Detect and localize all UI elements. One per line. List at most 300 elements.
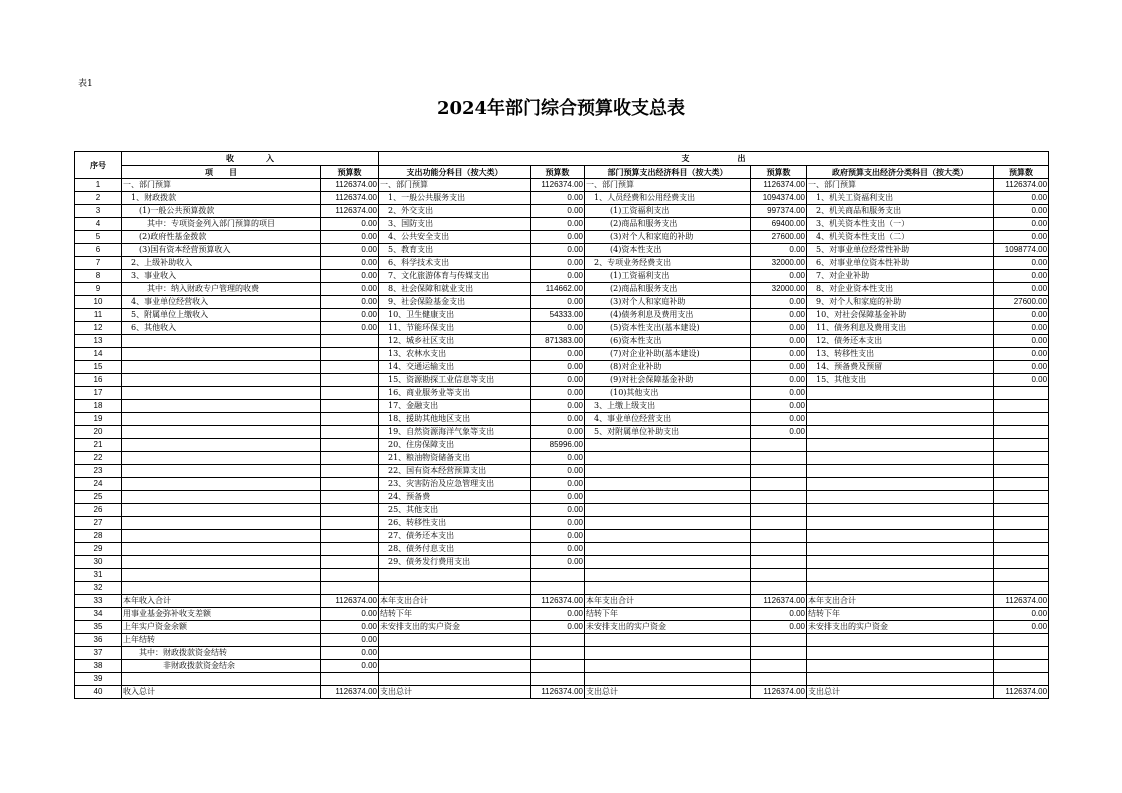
func-class-item: 11、节能环保支出 xyxy=(379,322,531,335)
dept-econ-amount: 27600.00 xyxy=(751,231,807,244)
income-amount xyxy=(321,543,379,556)
table-row xyxy=(75,283,1049,296)
dept-econ-amount xyxy=(751,530,807,543)
table-row xyxy=(75,426,1049,439)
func-class-item: 2、外交支出 xyxy=(379,205,531,218)
gov-econ-item xyxy=(807,569,994,582)
table-row xyxy=(75,387,1049,400)
func-class-item xyxy=(379,582,531,595)
income-amount: 0.00 xyxy=(321,647,379,660)
row-seq: 13 xyxy=(75,335,122,348)
income-item: 1、财政拨款 xyxy=(122,192,321,205)
row-seq: 9 xyxy=(75,283,122,296)
dept-econ-amount xyxy=(751,660,807,673)
row-seq: 38 xyxy=(75,660,122,673)
dept-econ-amount xyxy=(751,673,807,686)
income-amount: 1126374.00 xyxy=(321,179,379,192)
row-seq: 4 xyxy=(75,218,122,231)
gov-econ-amount: 0.00 xyxy=(994,270,1049,283)
dept-econ-item xyxy=(585,582,751,595)
dept-econ-amount: 1126374.00 xyxy=(751,179,807,192)
row-seq: 6 xyxy=(75,244,122,257)
gov-econ-item: 13、转移性支出 xyxy=(807,348,994,361)
income-item xyxy=(122,530,321,543)
income-amount xyxy=(321,374,379,387)
row-seq: 15 xyxy=(75,361,122,374)
dept-econ-amount: 0.00 xyxy=(751,296,807,309)
table-row xyxy=(75,309,1049,322)
dept-econ-amount: 0.00 xyxy=(751,608,807,621)
income-amount: 1126374.00 xyxy=(321,192,379,205)
func-class-amount: 0.00 xyxy=(531,205,585,218)
table-row xyxy=(75,348,1049,361)
income-amount: 0.00 xyxy=(321,218,379,231)
dept-econ-amount: 0.00 xyxy=(751,621,807,634)
dept-econ-item xyxy=(585,634,751,647)
gov-econ-item: 11、债务利息及费用支出 xyxy=(807,322,994,335)
func-class-amount: 871383.00 xyxy=(531,335,585,348)
dept-econ-item xyxy=(585,439,751,452)
dept-econ-item xyxy=(585,647,751,660)
table-row xyxy=(75,361,1049,374)
gov-econ-item xyxy=(807,426,994,439)
table-row xyxy=(75,244,1049,257)
func-class-amount xyxy=(531,647,585,660)
func-class-item: 10、卫生健康支出 xyxy=(379,309,531,322)
gov-econ-item: 7、对企业补助 xyxy=(807,270,994,283)
gov-econ-item: 9、对个人和家庭的补助 xyxy=(807,296,994,309)
dept-econ-amount: 0.00 xyxy=(751,387,807,400)
income-amount-header: 预算数 xyxy=(321,166,379,179)
income-item xyxy=(122,400,321,413)
dept-econ-item xyxy=(585,491,751,504)
dept-econ-amount xyxy=(751,439,807,452)
gov-econ-amount: 0.00 xyxy=(994,374,1049,387)
table-row xyxy=(75,452,1049,465)
dept-econ-item xyxy=(585,569,751,582)
table-row xyxy=(75,647,1049,660)
income-item: (2)政府性基金拨款 xyxy=(122,231,321,244)
func-class-item: 4、公共安全支出 xyxy=(379,231,531,244)
gov-econ-item: 8、对企业资本性支出 xyxy=(807,283,994,296)
row-seq: 34 xyxy=(75,608,122,621)
income-item xyxy=(122,582,321,595)
row-seq: 19 xyxy=(75,413,122,426)
income-amount xyxy=(321,556,379,569)
dept-econ-item: 支出总计 xyxy=(585,686,751,699)
table-row xyxy=(75,413,1049,426)
gov-econ-amount xyxy=(994,452,1049,465)
func-class-amount: 0.00 xyxy=(531,348,585,361)
gov-econ-item: 6、对事业单位资本性补助 xyxy=(807,257,994,270)
dept-econ-amount xyxy=(751,582,807,595)
dept-econ-item xyxy=(585,660,751,673)
func-class-item: 29、债务发行费用支出 xyxy=(379,556,531,569)
income-item: 6、其他收入 xyxy=(122,322,321,335)
table-row xyxy=(75,270,1049,283)
func-class-amount: 114662.00 xyxy=(531,283,585,296)
income-item xyxy=(122,335,321,348)
table-row xyxy=(75,218,1049,231)
dept-econ-amount: 0.00 xyxy=(751,348,807,361)
func-class-item: 未安排支出的实户资金 xyxy=(379,621,531,634)
gov-econ-amount xyxy=(994,504,1049,517)
income-amount: 1126374.00 xyxy=(321,595,379,608)
row-seq: 33 xyxy=(75,595,122,608)
income-item xyxy=(122,543,321,556)
gov-econ-amount: 0.00 xyxy=(994,621,1049,634)
income-item xyxy=(122,517,321,530)
func-class-item xyxy=(379,660,531,673)
func-class-item: 3、国防支出 xyxy=(379,218,531,231)
gov-econ-item: 15、其他支出 xyxy=(807,374,994,387)
table-row xyxy=(75,673,1049,686)
func-class-amount: 85996.00 xyxy=(531,439,585,452)
dept-econ-item xyxy=(585,465,751,478)
income-amount: 0.00 xyxy=(321,244,379,257)
dept-econ-item xyxy=(585,478,751,491)
income-item xyxy=(122,569,321,582)
dept-econ-amount xyxy=(751,569,807,582)
gov-econ-item: 未安排支出的实户资金 xyxy=(807,621,994,634)
row-seq: 25 xyxy=(75,491,122,504)
func-class-item: 1、一般公共服务支出 xyxy=(379,192,531,205)
func-class-amount: 0.00 xyxy=(531,517,585,530)
func-class-item: 23、灾害防治及应急管理支出 xyxy=(379,478,531,491)
table-row xyxy=(75,608,1049,621)
gov-econ-amount: 0.00 xyxy=(994,192,1049,205)
func-amount-header: 预算数 xyxy=(531,166,585,179)
row-seq: 24 xyxy=(75,478,122,491)
gov-econ-amount xyxy=(994,491,1049,504)
row-seq: 35 xyxy=(75,621,122,634)
gov-econ-item xyxy=(807,556,994,569)
income-amount xyxy=(321,478,379,491)
income-amount xyxy=(321,465,379,478)
gov-econ-item xyxy=(807,660,994,673)
row-seq: 37 xyxy=(75,647,122,660)
gov-econ-item: 支出总计 xyxy=(807,686,994,699)
table-row xyxy=(75,179,1049,192)
income-amount xyxy=(321,426,379,439)
func-class-item: 16、商业服务业等支出 xyxy=(379,387,531,400)
func-class-amount: 0.00 xyxy=(531,504,585,517)
func-class-amount: 0.00 xyxy=(531,374,585,387)
gov-econ-amount: 0.00 xyxy=(994,218,1049,231)
func-class-amount: 1126374.00 xyxy=(531,179,585,192)
dept-econ-item: (8)对企业补助 xyxy=(585,361,751,374)
gov-econ-amount xyxy=(994,387,1049,400)
row-seq: 8 xyxy=(75,270,122,283)
dept-econ-amount: 0.00 xyxy=(751,309,807,322)
dept-econ-item: (9)对社会保障基金补助 xyxy=(585,374,751,387)
dept-econ-amount xyxy=(751,543,807,556)
table-row xyxy=(75,465,1049,478)
gov-econ-item xyxy=(807,478,994,491)
gov-econ-item xyxy=(807,543,994,556)
dept-amount-header: 预算数 xyxy=(751,166,807,179)
row-seq: 14 xyxy=(75,348,122,361)
seq-header: 序号 xyxy=(75,152,122,179)
dept-econ-amount xyxy=(751,452,807,465)
gov-econ-amount xyxy=(994,517,1049,530)
func-class-amount: 0.00 xyxy=(531,621,585,634)
gov-econ-amount xyxy=(994,439,1049,452)
dept-econ-item: (2)商品和服务支出 xyxy=(585,218,751,231)
page-title: 2024年部门综合预算收支总表 xyxy=(436,98,686,119)
income-item: 其中：专项资金列入部门预算的项目 xyxy=(122,218,321,231)
gov-econ-amount: 1126374.00 xyxy=(994,686,1049,699)
dept-econ-item: (2)商品和服务支出 xyxy=(585,283,751,296)
dept-econ-amount: 32000.00 xyxy=(751,257,807,270)
gov-econ-item: 本年支出合计 xyxy=(807,595,994,608)
income-item: (3)国有资本经营预算收入 xyxy=(122,244,321,257)
income-item xyxy=(122,452,321,465)
row-seq: 7 xyxy=(75,257,122,270)
table-row xyxy=(75,556,1049,569)
income-item xyxy=(122,673,321,686)
dept-econ-item: (1)工资福利支出 xyxy=(585,205,751,218)
dept-econ-item: (3)对个人和家庭补助 xyxy=(585,296,751,309)
dept-econ-item: (4)债务利息及费用支出 xyxy=(585,309,751,322)
income-item: 非财政拨款资金结余 xyxy=(122,660,321,673)
func-class-amount xyxy=(531,582,585,595)
gov-econ-item: 1、机关工资福利支出 xyxy=(807,192,994,205)
func-class-item: 5、教育支出 xyxy=(379,244,531,257)
gov-econ-amount xyxy=(994,400,1049,413)
income-amount xyxy=(321,569,379,582)
income-amount: 0.00 xyxy=(321,257,379,270)
income-header: 收 入 xyxy=(122,152,379,166)
row-seq: 3 xyxy=(75,205,122,218)
func-class-item: 14、交通运输支出 xyxy=(379,361,531,374)
gov-econ-item: 12、债务还本支出 xyxy=(807,335,994,348)
income-item xyxy=(122,465,321,478)
gov-econ-amount xyxy=(994,673,1049,686)
func-class-amount xyxy=(531,660,585,673)
dept-econ-amount: 0.00 xyxy=(751,335,807,348)
row-seq: 27 xyxy=(75,517,122,530)
func-class-amount: 1126374.00 xyxy=(531,686,585,699)
row-seq: 11 xyxy=(75,309,122,322)
row-seq: 2 xyxy=(75,192,122,205)
table-row xyxy=(75,205,1049,218)
func-class-amount: 0.00 xyxy=(531,543,585,556)
dept-econ-amount: 0.00 xyxy=(751,374,807,387)
income-item: 5、附属单位上缴收入 xyxy=(122,309,321,322)
func-class-amount: 0.00 xyxy=(531,192,585,205)
dept-econ-header: 部门预算支出经济科目（按大类） xyxy=(585,166,751,179)
income-amount: 0.00 xyxy=(321,231,379,244)
expense-header: 支 出 xyxy=(379,152,1049,166)
gov-econ-item: 结转下年 xyxy=(807,608,994,621)
income-amount: 1126374.00 xyxy=(321,205,379,218)
table-body xyxy=(75,179,1049,699)
func-class-amount: 0.00 xyxy=(531,361,585,374)
dept-econ-amount: 0.00 xyxy=(751,426,807,439)
gov-econ-amount: 1126374.00 xyxy=(994,179,1049,192)
gov-econ-amount xyxy=(994,478,1049,491)
func-class-amount: 0.00 xyxy=(531,426,585,439)
func-class-item: 25、其他支出 xyxy=(379,504,531,517)
dept-econ-item: 2、专项业务经费支出 xyxy=(585,257,751,270)
dept-econ-amount: 0.00 xyxy=(751,322,807,335)
dept-econ-amount: 1126374.00 xyxy=(751,686,807,699)
func-class-item: 7、文化旅游体育与传媒支出 xyxy=(379,270,531,283)
row-seq: 18 xyxy=(75,400,122,413)
func-class-item: 支出总计 xyxy=(379,686,531,699)
dept-econ-item: (6)资本性支出 xyxy=(585,335,751,348)
income-amount xyxy=(321,335,379,348)
table-row xyxy=(75,192,1049,205)
row-seq: 31 xyxy=(75,569,122,582)
gov-econ-amount: 0.00 xyxy=(994,361,1049,374)
gov-econ-amount: 1126374.00 xyxy=(994,595,1049,608)
func-class-amount: 0.00 xyxy=(531,270,585,283)
dept-econ-item: (7)对企业补助(基本建设) xyxy=(585,348,751,361)
func-class-header: 支出功能分科目（按大类） xyxy=(379,166,531,179)
income-item xyxy=(122,374,321,387)
table-row xyxy=(75,374,1049,387)
table-row xyxy=(75,296,1049,309)
income-amount: 1126374.00 xyxy=(321,686,379,699)
dept-econ-item: 本年支出合计 xyxy=(585,595,751,608)
dept-econ-item xyxy=(585,530,751,543)
gov-econ-amount: 0.00 xyxy=(994,283,1049,296)
income-amount xyxy=(321,582,379,595)
gov-econ-amount xyxy=(994,426,1049,439)
row-seq: 17 xyxy=(75,387,122,400)
table-row xyxy=(75,530,1049,543)
func-class-amount: 0.00 xyxy=(531,257,585,270)
gov-econ-item xyxy=(807,387,994,400)
gov-econ-amount xyxy=(994,634,1049,647)
row-seq: 29 xyxy=(75,543,122,556)
income-item: 其中：纳入财政专户管理的收费 xyxy=(122,283,321,296)
table-row xyxy=(75,439,1049,452)
income-item xyxy=(122,387,321,400)
gov-econ-header: 政府预算支出经济分类科目（按大类） xyxy=(807,166,994,179)
row-seq: 40 xyxy=(75,686,122,699)
func-class-item: 18、援助其他地区支出 xyxy=(379,413,531,426)
gov-econ-amount xyxy=(994,465,1049,478)
func-class-item: 24、预备费 xyxy=(379,491,531,504)
func-class-amount xyxy=(531,634,585,647)
gov-econ-item: 一、部门预算 xyxy=(807,179,994,192)
gov-econ-item xyxy=(807,400,994,413)
dept-econ-item: (5)资本性支出(基本建设) xyxy=(585,322,751,335)
row-seq: 12 xyxy=(75,322,122,335)
gov-econ-amount: 0.00 xyxy=(994,348,1049,361)
gov-econ-item: 3、机关资本性支出（一） xyxy=(807,218,994,231)
dept-econ-amount xyxy=(751,647,807,660)
dept-econ-amount: 1126374.00 xyxy=(751,595,807,608)
func-class-item: 一、部门预算 xyxy=(379,179,531,192)
dept-econ-amount: 32000.00 xyxy=(751,283,807,296)
gov-econ-item xyxy=(807,504,994,517)
func-class-item: 13、农林水支出 xyxy=(379,348,531,361)
row-seq: 5 xyxy=(75,231,122,244)
income-item-header: 项 目 xyxy=(122,166,321,179)
income-item: (1)一般公共预算拨款 xyxy=(122,205,321,218)
table-row xyxy=(75,660,1049,673)
dept-econ-item: 4、事业单位经营支出 xyxy=(585,413,751,426)
income-amount xyxy=(321,439,379,452)
func-class-item: 9、社会保险基金支出 xyxy=(379,296,531,309)
gov-econ-item xyxy=(807,439,994,452)
func-class-amount: 0.00 xyxy=(531,530,585,543)
dept-econ-amount xyxy=(751,465,807,478)
dept-econ-amount: 0.00 xyxy=(751,270,807,283)
income-amount: 0.00 xyxy=(321,322,379,335)
gov-econ-amount xyxy=(994,660,1049,673)
func-class-amount: 0.00 xyxy=(531,296,585,309)
dept-econ-item: 5、对附属单位补助支出 xyxy=(585,426,751,439)
table-row xyxy=(75,504,1049,517)
row-seq: 20 xyxy=(75,426,122,439)
func-class-item: 28、债务付息支出 xyxy=(379,543,531,556)
dept-econ-amount: 1094374.00 xyxy=(751,192,807,205)
dept-econ-amount xyxy=(751,634,807,647)
gov-econ-item xyxy=(807,452,994,465)
income-amount: 0.00 xyxy=(321,296,379,309)
income-amount: 0.00 xyxy=(321,270,379,283)
row-seq: 10 xyxy=(75,296,122,309)
gov-econ-amount: 27600.00 xyxy=(994,296,1049,309)
func-class-item: 12、城乡社区支出 xyxy=(379,335,531,348)
func-class-item xyxy=(379,673,531,686)
row-seq: 23 xyxy=(75,465,122,478)
income-amount: 0.00 xyxy=(321,634,379,647)
func-class-item: 8、社会保障和就业支出 xyxy=(379,283,531,296)
gov-econ-amount xyxy=(994,543,1049,556)
gov-econ-amount: 0.00 xyxy=(994,257,1049,270)
income-item xyxy=(122,439,321,452)
func-class-item: 17、金融支出 xyxy=(379,400,531,413)
func-class-item xyxy=(379,647,531,660)
func-class-amount: 0.00 xyxy=(531,387,585,400)
func-class-item: 6、科学技术支出 xyxy=(379,257,531,270)
table-row xyxy=(75,400,1049,413)
row-seq: 28 xyxy=(75,530,122,543)
gov-econ-amount: 1098774.00 xyxy=(994,244,1049,257)
gov-econ-amount xyxy=(994,556,1049,569)
row-seq: 26 xyxy=(75,504,122,517)
income-item: 用事业基金弥补收支差额 xyxy=(122,608,321,621)
gov-econ-amount: 0.00 xyxy=(994,205,1049,218)
dept-econ-amount: 0.00 xyxy=(751,361,807,374)
func-class-amount xyxy=(531,673,585,686)
dept-econ-item xyxy=(585,543,751,556)
income-amount: 0.00 xyxy=(321,621,379,634)
gov-econ-item xyxy=(807,673,994,686)
income-item xyxy=(122,478,321,491)
income-amount xyxy=(321,517,379,530)
func-class-amount: 0.00 xyxy=(531,322,585,335)
gov-econ-item xyxy=(807,517,994,530)
dept-econ-item: (10)其他支出 xyxy=(585,387,751,400)
gov-econ-amount xyxy=(994,413,1049,426)
gov-econ-amount: 0.00 xyxy=(994,231,1049,244)
dept-econ-item: (4)资本性支出 xyxy=(585,244,751,257)
table-row xyxy=(75,543,1049,556)
dept-econ-amount xyxy=(751,491,807,504)
dept-econ-item: 3、上缴上级支出 xyxy=(585,400,751,413)
income-amount xyxy=(321,504,379,517)
gov-econ-item xyxy=(807,647,994,660)
income-item xyxy=(122,556,321,569)
row-seq: 30 xyxy=(75,556,122,569)
